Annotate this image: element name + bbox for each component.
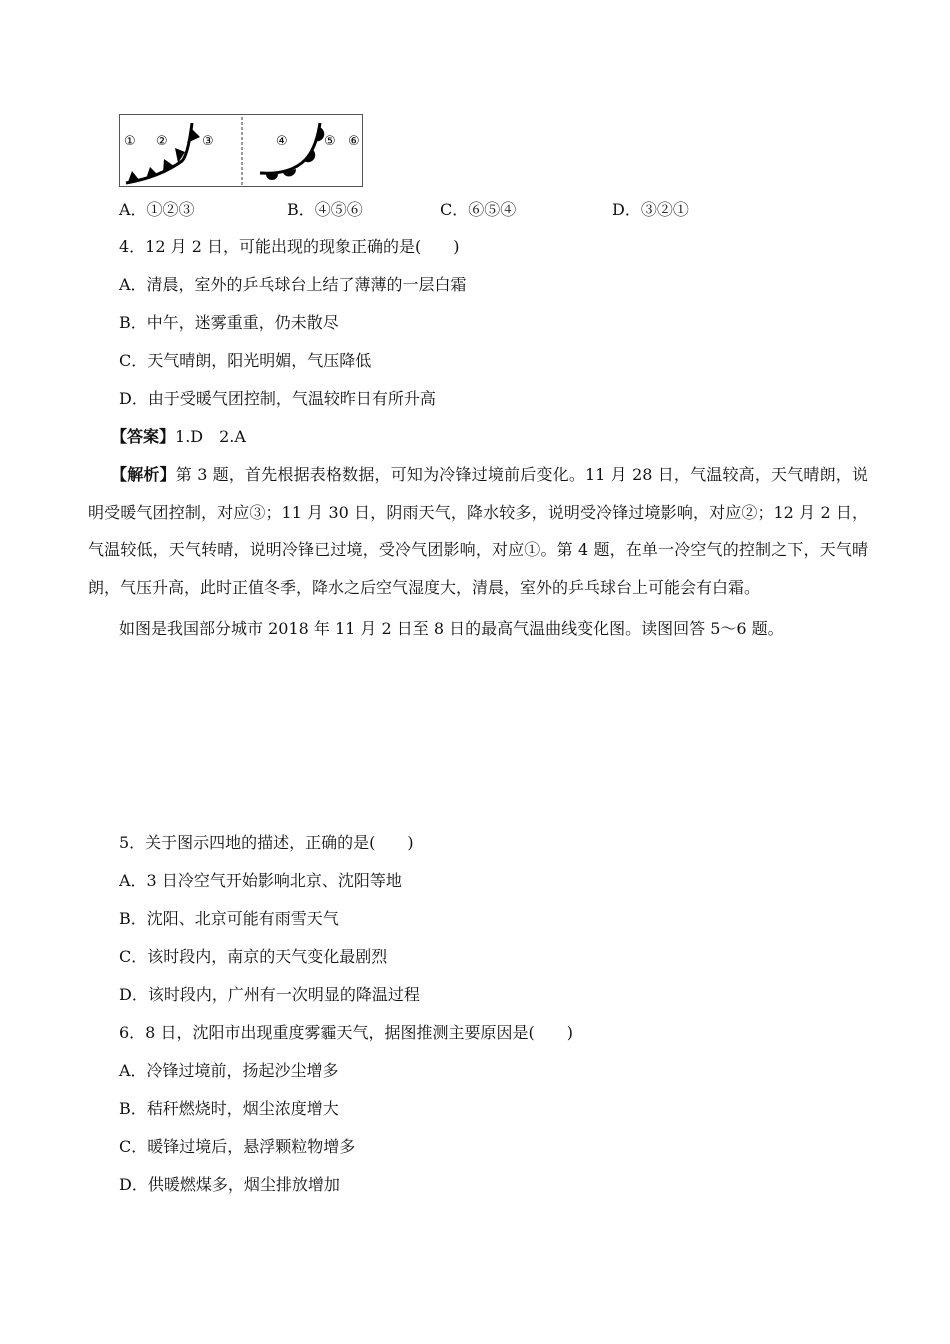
q3-option-b: B．④⑤⑥ [287,200,363,219]
q3-options [119,200,839,222]
q4-option-b: B．中午，迷雾重重，仍未散尽 [119,313,339,332]
answer-line [111,427,246,447]
answer-label: 【答案】 [111,427,176,446]
q4-option-d: D．由于受暖气团控制，气温较昨日有所升高 [119,389,436,408]
answer-text: 1.D 2.A [175,427,246,446]
figure-label-2: ② [156,134,168,149]
analysis-paragraph [88,456,868,606]
warm-front-semicircle [304,149,315,162]
q3-option-a: A．①②③ [119,200,195,219]
figure-label-6: ⑥ [348,134,360,149]
q6-option-d: D．供暖燃煤多，烟尘排放增加 [119,1175,340,1194]
warm-front-line [260,123,320,173]
q4-option-a: A．清晨，室外的乒乓球台上结了薄薄的一层白霜 [119,275,467,294]
q6-option-a: A．冷锋过境前，扬起沙尘增多 [119,1061,339,1080]
front-symbol-figure [119,114,363,187]
q6-option-c: C．暖锋过境后，悬浮颗粒物增多 [119,1137,356,1156]
q4-stem: 4．12 月 2 日，可能出现的现象正确的是( ) [119,237,460,256]
q3-option-d: D．③②① [612,200,689,219]
figure-label-5: ⑤ [324,134,336,149]
figure-label-4: ④ [276,134,288,149]
analysis-text: 第 3 题，首先根据表格数据，可知为冷锋过境前后变化。11 月 28 日，气温较高，天气晴朗，说明受暖气团控制，对应③；11 月 30 日，阴雨天气，降水较多，说明受冷锋过境影响，对应②；12 月 2 日，气温较低，天气转晴，说明冷锋已过境，受冷气团影响，对应①。第 4 题，在单一冷空气的控制之下，天气晴朗，气压升高，此时正值冬季，降水之后空气湿度大，清晨，室外的乒乓球台上可能会有白霜。 [88,465,868,597]
figure-label-1: ① [124,134,136,149]
q5-option-a: A．3 日冷空气开始影响北京、沈阳等地 [119,871,402,890]
q5-option-b: B．沈阳、北京可能有雨雪天气 [119,909,339,928]
q6-stem: 6．8 日，沈阳市出现重度雾霾天气，据图推测主要原因是( ) [119,1023,573,1042]
q6-option-b: B．秸秆燃烧时，烟尘浓度增大 [119,1099,339,1118]
q5-option-d: D．该时段内，广州有一次明显的降温过程 [119,985,420,1004]
q5-stem: 5．关于图示四地的描述，正确的是( ) [119,833,414,852]
warm-front-semicircle [266,174,278,180]
q3-option-c: C．⑥⑤④ [440,200,517,219]
cold-front-triangle [128,171,140,182]
chart-intro: 如图是我国部分城市 2018 年 11 月 2 日至 8 日的最高气温曲线变化图。读图回答 5～6 题。 [119,619,784,638]
front-symbol-drawing [120,115,364,188]
q4-option-c: C．天气晴朗，阳光明媚，气压降低 [119,351,372,370]
figure-label-3: ③ [202,134,214,149]
analysis-label: 【解析】 [111,465,176,484]
q5-option-c: C．该时段内，南京的天气变化最剧烈 [119,947,388,966]
